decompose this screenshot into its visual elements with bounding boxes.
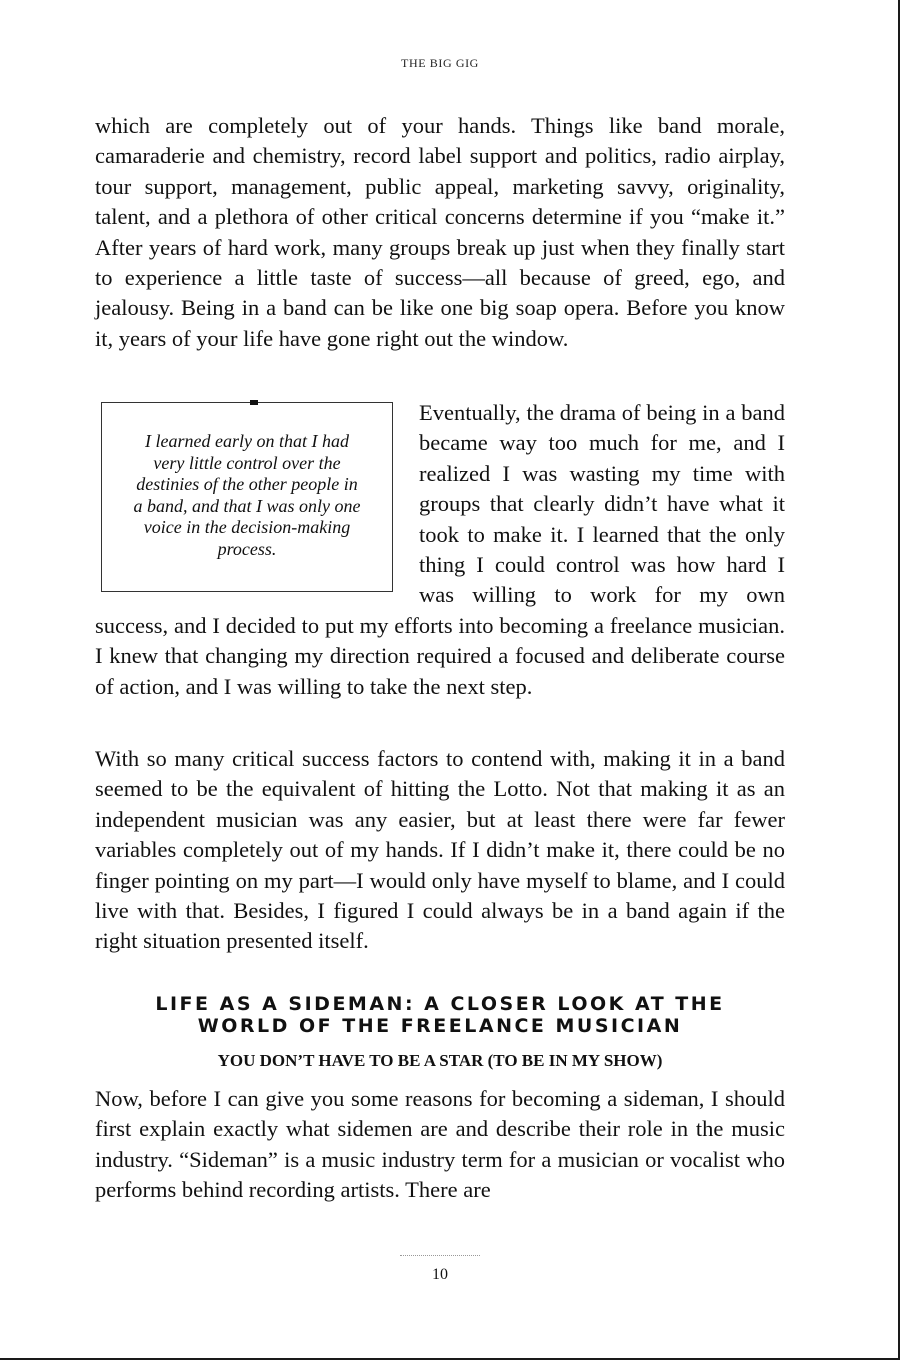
body-paragraph-1: which are completely out of your hands. Things like band morale, camaraderie and chemistry, record label support and politics, radio airplay, tour support, management, public appeal, marketing savvy, originality, talent, and a plethora of other critical concerns determine if you “make it.” After years of hard work, many groups break up just when they finally start to experience a little taste of success—all because of greed, ego, and jealousy. Being in a band can be like one big soap opera. Before you know it, years of your life have gone right out the window.: [95, 113, 785, 351]
section-heading: [95, 993, 785, 1037]
pull-quote-tab-mark: [250, 400, 258, 405]
section-heading-line-1: LIFE AS A SIDEMAN: A CLOSER LOOK AT THE: [155, 993, 725, 1015]
body-paragraph-2: Eventually, the drama of being in a band became way too much for me, and I realized I was wasting my time with groups that clearly didn’t have what it took to make it. I learned that the only thing I could control was how hard I was willing to work for my own success, and I decided to put my efforts into becoming a freelance musician. I knew that changing my direction required a focused and deliberate course of action, and I was willing to take the next step.: [95, 400, 785, 699]
body-paragraph-4: Now, before I can give you some reasons for becoming a sideman, I should first explain exactly what sidemen are and describe their role in the music industry. “Sideman” is a music industry term for a musician or vocalist who performs behind recording artists. There are: [95, 1086, 785, 1203]
folio-rule: [400, 1255, 480, 1256]
sub-heading: YOU DON’T HAVE TO BE A STAR (TO BE IN MY SHOW): [217, 1051, 663, 1070]
pull-quote-box: [101, 402, 393, 592]
running-head: THE BIG GIG: [401, 56, 479, 70]
body-paragraph-3: With so many critical success factors to contend with, making it in a band seemed to be the equivalent of hitting the Lotto. Not that making it as an independent musician was any easier, but at least there were far fewer variables completely out of my hands. If I didn’t make it, there could be no finger pointing on my part—I would only have myself to blame, and I could live with that. Besides, I figured I could always be in a band again if the right situation presented itself.: [95, 746, 785, 954]
pull-quote-text: I learned early on that I had very little control over the destinies of the other people in a band, and that I was only one voice in the decision-making process.: [133, 431, 361, 559]
body-paragraph-2-container: [95, 398, 785, 702]
section-heading-line-2: WORLD OF THE FREELANCE MUSICIAN: [197, 1015, 683, 1037]
page-number: 10: [432, 1266, 448, 1283]
